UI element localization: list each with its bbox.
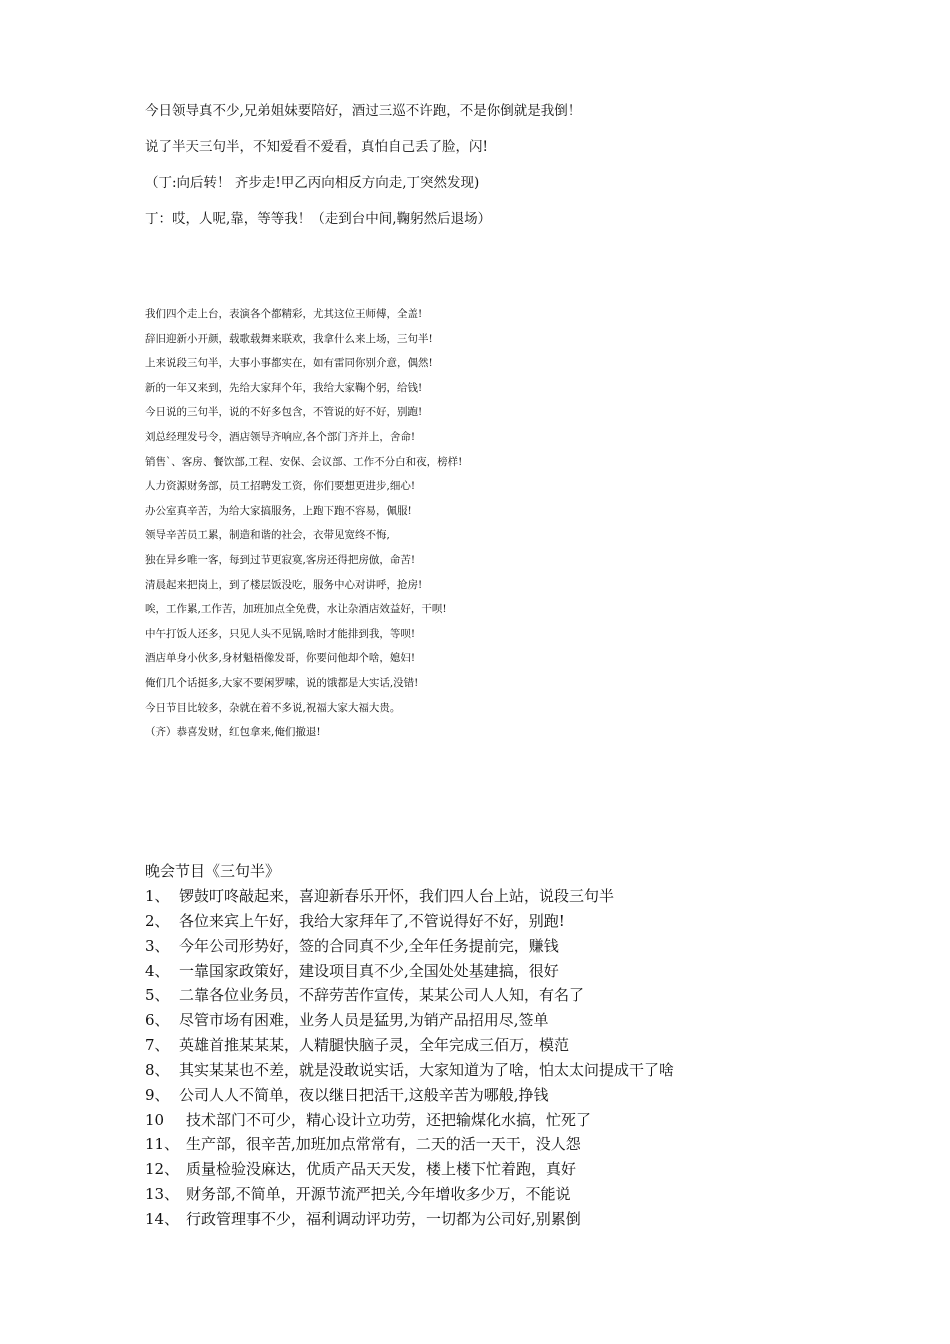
verse-line: 办公室真辛苦，为给大家搞服务，上跑下跑不容易，佩服! xyxy=(145,504,412,517)
program-section xyxy=(145,860,925,1233)
dialogue-line: （丁:向后转！ 齐步走!甲乙丙向相反方向走,丁突然发现) xyxy=(145,175,480,191)
verse-line: 清晨起来把岗上，到了楼层饭没吃，服务中心对讲呼，抢房! xyxy=(145,578,423,591)
list-item xyxy=(145,1034,925,1059)
item-text: 英雄首推某某某，人精腿快脑子灵，全年完成三佰万，模范 xyxy=(179,1036,570,1055)
dialogue-line: 说了半天三句半，不知爱看不爱看，真怕自己丢了脸，闪! xyxy=(145,139,488,155)
verse-line: （齐）恭喜发财，红包拿来,俺们撤退! xyxy=(145,726,321,739)
item-text: 技术部门不可少，精心设计立功劳，还把输煤化水搞，忙死了 xyxy=(186,1110,592,1129)
item-number: 10 xyxy=(145,1110,165,1129)
item-number: 2、 xyxy=(145,911,170,930)
item-number: 9、 xyxy=(145,1085,170,1104)
item-text: 各位来宾上午好，我给大家拜年了,不管说得好不好，别跑! xyxy=(179,911,565,930)
item-text: 一靠国家政策好，建设项目真不少,全国处处基建搞，很好 xyxy=(179,961,559,980)
dialogue-line: 丁：哎，人呢,靠，等等我！（走到台中间,鞠躬然后退场） xyxy=(145,211,492,227)
list-item xyxy=(145,1133,925,1158)
list-item xyxy=(145,1009,925,1034)
list-item xyxy=(145,910,925,935)
item-text: 尽管市场有困难，业务人员是猛男,为销产品招用尽,签单 xyxy=(179,1011,549,1030)
item-number: 14、 xyxy=(145,1209,180,1228)
verse-line: 新的一年又来到，先给大家拜个年，我给大家鞠个躬，给钱! xyxy=(145,381,423,394)
dialogue-line: 今日领导真不少,兄弟姐妹要陪好，酒过三巡不许跑，不是你倒就是我倒！ xyxy=(145,103,582,119)
item-text: 今年公司形势好，签的合同真不少,全年任务提前完，赚钱 xyxy=(179,936,559,955)
program-title: 晚会节目《三句半》 xyxy=(145,862,281,880)
item-number: 4、 xyxy=(145,961,170,980)
item-number: 6、 xyxy=(145,1011,170,1030)
verse-line: 我们四个走上台，表演各个都精彩，尤其这位王师傅，全盖! xyxy=(145,308,423,320)
verse-line: 中午打饭人还多，只见人头不见锅,啥时才能排到我，等呗! xyxy=(145,627,416,640)
item-text: 二靠各位业务员，不辞劳苦作宣传，某某公司人人知，有名了 xyxy=(179,986,585,1005)
item-text: 公司人人不简单，夜以继日把活干,这般辛苦为哪般,挣钱 xyxy=(179,1085,549,1104)
verse-line: 俺们几个话挺多,大家不要闲罗嗦，说的饿都是大实话,没错! xyxy=(145,676,419,689)
list-item xyxy=(145,885,925,910)
verse-line: 人力资源财务部，员工招聘发工资，你们要想更进步,细心! xyxy=(145,480,416,493)
item-number: 3、 xyxy=(145,936,170,955)
verse-line: 上来说段三句半，大事小事都实在，如有雷同你别介意，偶然! xyxy=(145,357,433,370)
item-text: 财务部,不简单，开源节流严把关,今年增收多少万，不能说 xyxy=(186,1185,571,1204)
item-text: 行政管理事不少，福利调动评功劳，一切都为公司好,别累倒 xyxy=(186,1209,581,1228)
list-item xyxy=(145,984,925,1009)
item-number: 1、 xyxy=(145,887,170,905)
hotel-verse-section xyxy=(145,305,905,748)
item-number: 11、 xyxy=(145,1135,180,1154)
list-item xyxy=(145,1059,925,1084)
verse-line: 唉，工作累,工作苦，加班加点全免费，水让杂酒店效益好，干呗! xyxy=(145,603,447,616)
verse-line: 刘总经理发号令，酒店领导齐响应,各个部门齐并上，舍命! xyxy=(145,430,416,443)
item-number: 13、 xyxy=(145,1185,180,1204)
verse-line: 今日节目比较多，杂就在着不多说,祝福大家大福大贵。 xyxy=(145,701,401,714)
verse-line: 辞旧迎新小开颜，载歌载舞来联欢，我拿什么来上场，三句半! xyxy=(145,332,433,345)
verse-line: 销售`、客房、餐饮部,工程、安保、会议部、工作不分白和夜，榜样! xyxy=(145,455,463,468)
list-item xyxy=(145,1208,925,1233)
item-number: 8、 xyxy=(145,1060,170,1079)
list-item xyxy=(145,1158,925,1183)
item-text: 质量检验没麻达，优质产品天天发，楼上楼下忙着跑，真好 xyxy=(186,1160,577,1179)
verse-line: 领导辛苦员工累，制造和谐的社会，衣带见宽终不悔, xyxy=(145,529,390,542)
verse-line: 今日说的三句半，说的不好多包含，不管说的好不好，别跑! xyxy=(145,406,423,419)
list-item xyxy=(145,935,925,960)
item-text: 生产部，很辛苦,加班加点常常有，二天的活一天干，没人怨 xyxy=(186,1135,581,1154)
dialogue-section xyxy=(145,100,905,244)
list-item xyxy=(145,1183,925,1208)
list-item xyxy=(145,1109,925,1134)
list-item xyxy=(145,1084,925,1109)
item-text: 锣鼓叮咚敲起来，喜迎新春乐开怀，我们四人台上站，说段三句半 xyxy=(179,887,615,905)
item-number: 12、 xyxy=(145,1160,180,1179)
verse-line: 独在异乡唯一客，每到过节更寂寞,客房还得把房倣，命苦! xyxy=(145,553,416,566)
item-text: 其实某某也不差，就是没敢说实话，大家知道为了啥，怕太太问提成干了啥 xyxy=(179,1060,675,1079)
list-item xyxy=(145,960,925,985)
item-number: 7、 xyxy=(145,1036,170,1055)
verse-line: 酒店单身小伙多,身材魁梧像发哥，你要问他却个啥，媳妇! xyxy=(145,652,416,665)
item-number: 5、 xyxy=(145,986,170,1005)
